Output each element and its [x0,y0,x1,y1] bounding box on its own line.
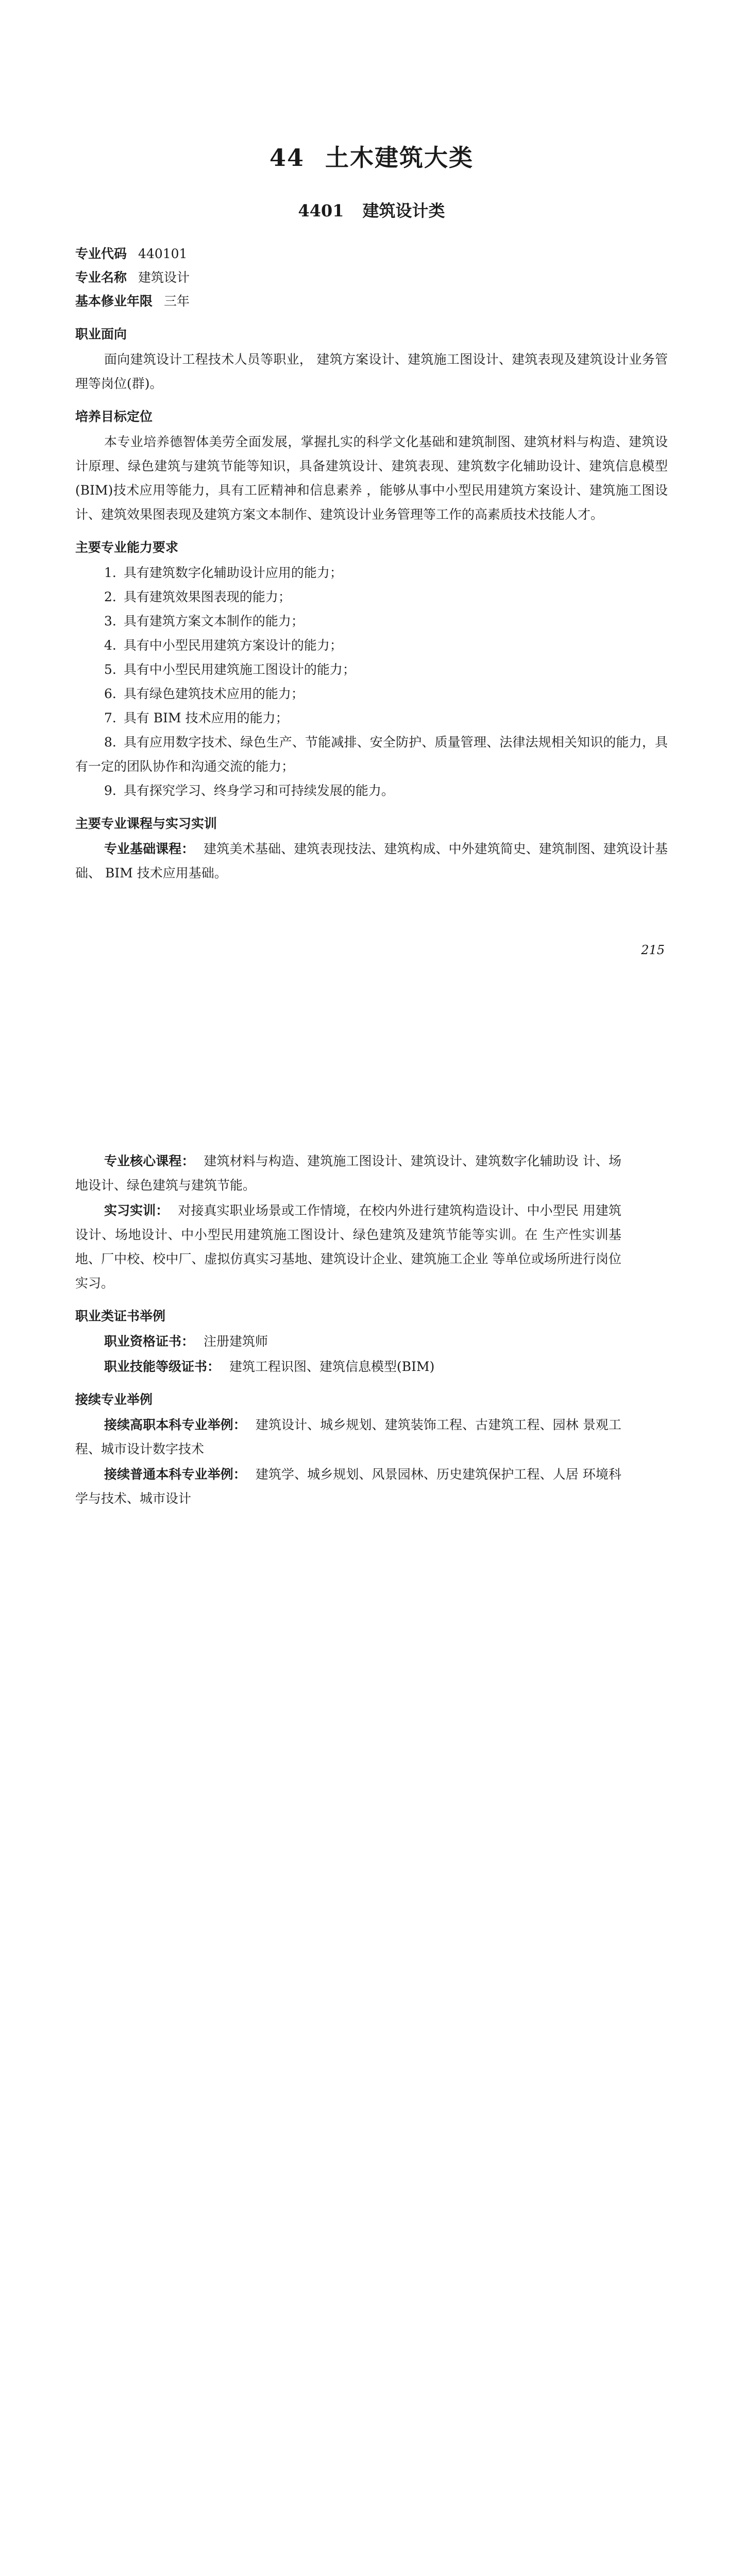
list-item [75,778,668,803]
practice-text: 对接真实职业场景或工作情境，在校内外进行建筑构造设计、中小型民 用建筑设计、场地设计、中小型民用建筑施工图设计、绿色建筑及建筑节能等实训。在 生产性实训基地、厂中校、校中厂、虚拟仿真实习基地、建筑设计企业、建筑施工企业 等单位或场所进行岗位实习。 [75,1203,621,1291]
subcategory-code: 4401 [298,201,344,221]
section-title-courses: 主要专业课程与实习实训 [75,816,217,831]
item-text: 具有中小型民用建筑施工图设计的能力； [123,662,356,677]
base-course-paragraph [75,837,668,885]
meta-label: 专业代码 [75,246,127,261]
base-course-text: 建筑美术基础、建筑表现技法、建筑构成、中外建筑简史、建筑制图、建筑设计基础、 BIM 技术应用基础。 [75,841,668,880]
meta-value: 440101 [138,246,188,261]
regular-text: 建筑学、城乡规划、风景园林、历史建筑保护工程、人居 环境科学与技术、城市设计 [75,1467,621,1506]
list-item [75,609,668,633]
item-number: 4. [104,638,116,653]
list-item [75,706,668,730]
core-course-label: 专业核心课程： [104,1154,195,1168]
higher-label: 接续高职本科专业举例： [104,1417,246,1432]
item-number: 5. [104,662,116,677]
meta-label: 专业名称 [75,270,127,285]
category-code: 44 [269,144,305,172]
page-215 [0,0,743,1010]
meta-row-years [75,290,668,313]
section-title-goal: 培养目标定位 [75,409,153,424]
regular-paragraph [75,1462,621,1511]
meta-value: 建筑设计 [138,270,190,285]
section-title-continue: 接续专业举例 [75,1392,153,1407]
practice-paragraph [75,1198,621,1295]
item-number: 8. [104,735,116,750]
item-number: 9. [104,783,116,798]
qual-label: 职业资格证书： [104,1334,195,1349]
item-text: 具有建筑效果图表现的能力； [123,589,291,604]
category-title: 土木建筑大类 [325,144,474,172]
section-title-ability: 主要专业能力要求 [75,540,179,555]
skill-paragraph [75,1354,621,1379]
subcategory-title: 建筑设计类 [362,201,445,221]
category-heading [0,139,743,173]
list-item [75,633,668,657]
base-course-label: 专业基础课程： [104,841,195,856]
meta-row-code [75,242,668,266]
item-number: 2. [104,589,116,604]
core-course-paragraph [75,1149,621,1197]
list-item [75,585,668,609]
goal-text: 本专业培养德智体美劳全面发展，掌握扎实的科学文化基础和建筑制图、建筑材料与构造、建筑设计原理、绿色建筑与建筑节能等知识，具备建筑设计、建筑表现、建筑数字化辅助设计、建筑信息模型(BIM)技术应用等能力，具有工匠精神和信息素养 ，能够从事中小型民用建筑方案设计、建筑施工图设计、建筑效果图表现及建筑方案文本制作、建筑设计业务管理等工作的高素质技术技能人才。 [75,434,668,522]
list-item [75,730,668,778]
practice-label: 实习实训： [104,1203,169,1218]
subcategory-heading [0,198,743,222]
career-text: 面向建筑设计工程技术人员等职业， 建筑方案设计、建筑施工图设计、建筑表现及建筑设计业务管理等岗位(群)。 [75,352,668,391]
item-text: 具有应用数字技术、绿色生产、节能减排、安全防护、质量管理、法律法规相关知识的能力，具有一定的团队协作和沟通交流的能力； [75,735,668,774]
ability-list [75,561,668,803]
item-number: 1. [104,565,116,580]
meta-value: 三年 [164,294,190,309]
section-title-cert: 职业类证书举例 [75,1309,166,1324]
core-course-text: 建筑材料与构造、建筑施工图设计、建筑设计、建筑数字化辅助设 计、场地设计、绿色建筑与建筑节能。 [75,1154,621,1193]
item-number: 3. [104,614,116,629]
item-number: 7. [104,710,116,725]
meta-row-name [75,266,668,290]
item-text: 具有绿色建筑技术应用的能力； [123,686,304,701]
skill-label: 职业技能等级证书： [104,1359,221,1374]
section-title-career: 职业面向 [75,327,127,342]
item-text: 具有中小型民用建筑方案设计的能力； [123,638,343,653]
list-item [75,657,668,682]
page-number: 215 [641,943,665,957]
qual-paragraph [75,1329,621,1353]
meta-label: 基本修业年限 [75,294,153,309]
item-text: 具有探究学习、终身学习和可持续发展的能力。 [123,783,394,798]
page-224 [0,1010,743,2071]
skill-text: 建筑工程识图、建筑信息模型(BIM) [229,1359,435,1374]
item-text: 具有建筑方案文本制作的能力； [123,614,304,629]
list-item [75,682,668,706]
higher-paragraph [75,1413,621,1461]
item-text: 具有建筑数字化辅助设计应用的能力； [123,565,343,580]
list-item [75,561,668,585]
page1-content [75,242,668,885]
item-number: 6. [104,686,116,701]
page2-content [75,1148,621,1511]
higher-text: 建筑设计、城乡规划、建筑装饰工程、古建筑工程、园林 景观工程、城市设计数字技术 [75,1417,621,1456]
regular-label: 接续普通本科专业举例： [104,1467,246,1482]
item-text: 具有 BIM 技术应用的能力； [123,710,289,725]
qual-text: 注册建筑师 [204,1334,268,1349]
